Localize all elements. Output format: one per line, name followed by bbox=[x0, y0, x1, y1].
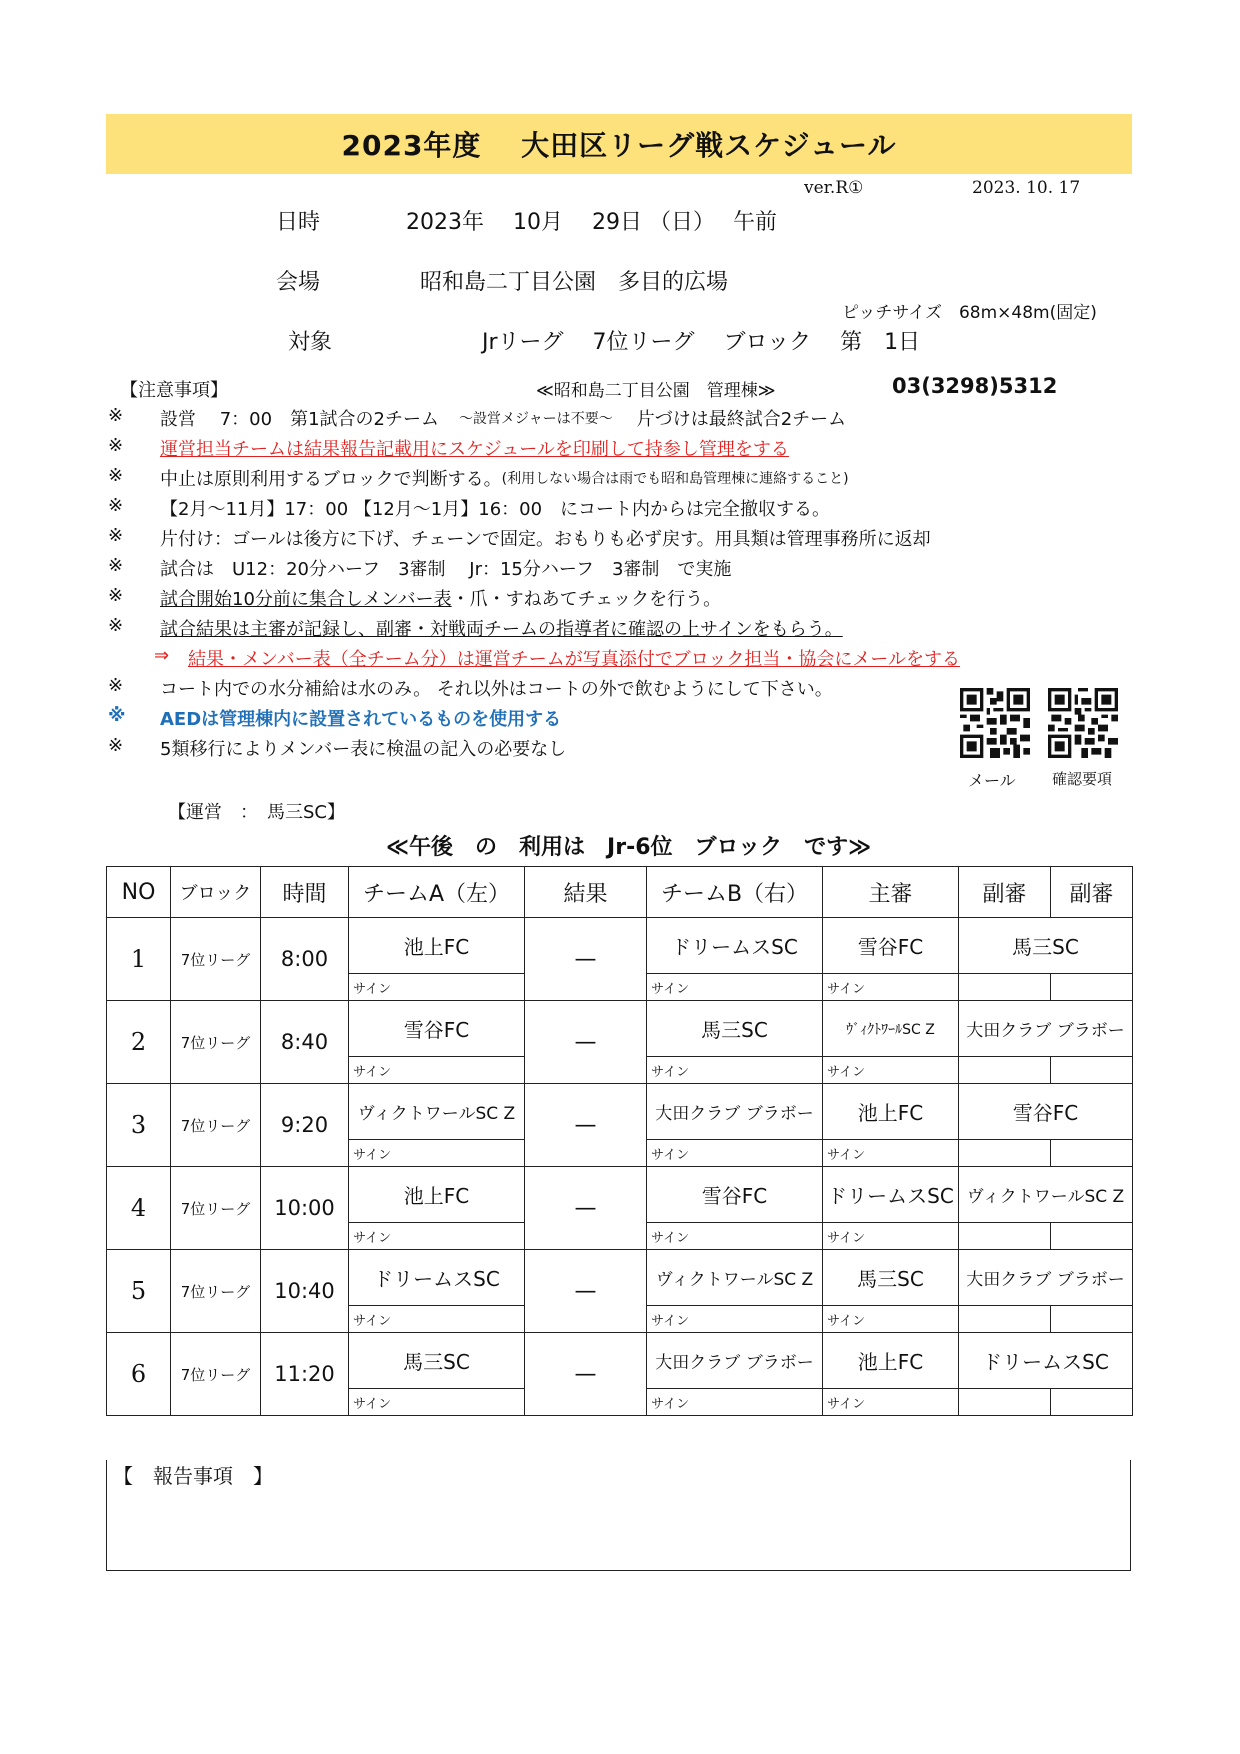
header-referee: 主審 bbox=[823, 867, 959, 918]
assistant-referees: 大田クラブ ブラボー bbox=[959, 1001, 1133, 1057]
referee-sign[interactable]: サイン bbox=[823, 1057, 959, 1084]
match-result[interactable]: — bbox=[525, 1250, 647, 1333]
notice-subtext: ～設営メジャーは不要～ bbox=[458, 411, 613, 427]
team-b-sign[interactable]: サイン bbox=[647, 974, 823, 1001]
notice-mark: ※ bbox=[108, 735, 124, 756]
notice-text-2: 片づけは最終試合2チーム bbox=[636, 409, 847, 430]
header-team-b: チームB（右） bbox=[647, 867, 823, 918]
notice-text: AEDは管理棟内に設置されているものを使用する bbox=[160, 709, 562, 730]
team-a: 池上FC bbox=[349, 1167, 525, 1223]
team-a-sign[interactable]: サイン bbox=[349, 974, 525, 1001]
match-time: 9:20 bbox=[261, 1084, 349, 1167]
office-label: ≪昭和島二丁目公園 管理棟≫ bbox=[536, 381, 776, 401]
match-result[interactable]: — bbox=[525, 918, 647, 1001]
notice-mark: ※ bbox=[108, 555, 124, 576]
notice-item bbox=[108, 405, 846, 431]
team-a: ヴィクトワールSC Z bbox=[349, 1084, 525, 1140]
match-no: 1 bbox=[107, 918, 171, 1001]
assistant-2-sign[interactable] bbox=[1051, 1306, 1133, 1333]
office-phone: 03(3298)5312 bbox=[892, 374, 1058, 398]
match-block: 7位リーグ bbox=[171, 1084, 261, 1167]
match-no: 2 bbox=[107, 1001, 171, 1084]
assistant-referees: ヴィクトワールSC Z bbox=[959, 1167, 1133, 1223]
notice-mark: ※ bbox=[108, 435, 124, 456]
notice-mark: ※ bbox=[108, 615, 124, 636]
notice-item bbox=[108, 435, 789, 461]
assistant-2-sign[interactable] bbox=[1051, 1140, 1133, 1167]
team-b-sign[interactable]: サイン bbox=[647, 1389, 823, 1416]
report-label: 【 報告事項 】 bbox=[113, 1464, 273, 1488]
match-row bbox=[107, 1001, 1133, 1057]
assistant-referees: 馬三SC bbox=[959, 918, 1133, 974]
referee: 池上FC bbox=[823, 1084, 959, 1140]
header-block: ブロック bbox=[171, 867, 261, 918]
team-a-sign[interactable]: サイン bbox=[349, 1223, 525, 1250]
team-a: ドリームスSC bbox=[349, 1250, 525, 1306]
referee-sign[interactable]: サイン bbox=[823, 1306, 959, 1333]
assistant-1-sign[interactable] bbox=[959, 1389, 1051, 1416]
match-block: 7位リーグ bbox=[171, 1001, 261, 1084]
match-row bbox=[107, 1167, 1133, 1223]
match-row bbox=[107, 1250, 1133, 1306]
notice-text-2: ・爪・すねあてチェックを行う。 bbox=[451, 589, 722, 610]
match-block: 7位リーグ bbox=[171, 1333, 261, 1416]
team-a-sign[interactable]: サイン bbox=[349, 1057, 525, 1084]
team-b-sign[interactable]: サイン bbox=[647, 1223, 823, 1250]
qr-label-mail: メール bbox=[968, 771, 1016, 790]
assistant-referees: 大田クラブ ブラボー bbox=[959, 1250, 1133, 1306]
qr-code-guidelines[interactable] bbox=[1048, 688, 1118, 758]
notice-subtext: (利用しない場合は雨でも昭和島管理棟に連絡すること) bbox=[501, 471, 849, 487]
date-value: 2023年 10月 29日 （日） 午前 bbox=[406, 210, 777, 235]
team-a-sign[interactable]: サイン bbox=[349, 1389, 525, 1416]
notice-mark: ※ bbox=[108, 465, 124, 486]
header-assistant-2: 副審 bbox=[1051, 867, 1133, 918]
header-result: 結果 bbox=[525, 867, 647, 918]
qr-label-guidelines: 確認要項 bbox=[1052, 770, 1113, 788]
notice-mark: ※ bbox=[108, 525, 124, 546]
notice-item bbox=[108, 465, 849, 491]
match-no: 4 bbox=[107, 1167, 171, 1250]
report-section[interactable] bbox=[106, 1460, 1131, 1571]
team-b: 大田クラブ ブラボー bbox=[647, 1333, 823, 1389]
team-a-sign[interactable]: サイン bbox=[349, 1140, 525, 1167]
team-a: 馬三SC bbox=[349, 1333, 525, 1389]
match-result[interactable]: — bbox=[525, 1333, 647, 1416]
notice-item bbox=[108, 705, 561, 731]
match-time: 8:40 bbox=[261, 1001, 349, 1084]
assistant-2-sign[interactable] bbox=[1051, 974, 1133, 1001]
team-b: ヴィクトワールSC Z bbox=[647, 1250, 823, 1306]
match-result[interactable]: — bbox=[525, 1167, 647, 1250]
team-a: 雪谷FC bbox=[349, 1001, 525, 1057]
notice-text: 設営 7：00 第1試合の2チーム bbox=[160, 409, 439, 430]
referee: ドリームスSC bbox=[823, 1167, 959, 1223]
notice-mark: ※ bbox=[108, 705, 126, 726]
notice-text: 試合は U12：20分ハーフ 3審制 Jr：15分ハーフ 3審制 で実施 bbox=[160, 559, 732, 580]
notices-header: 【注意事項】 bbox=[120, 380, 228, 401]
notice-mark: ※ bbox=[108, 405, 124, 426]
match-block: 7位リーグ bbox=[171, 1167, 261, 1250]
notice-mark: ※ bbox=[108, 495, 124, 516]
assistant-1-sign[interactable] bbox=[959, 974, 1051, 1001]
team-a: 池上FC bbox=[349, 918, 525, 974]
assistant-referees: 雪谷FC bbox=[959, 1084, 1133, 1140]
match-time: 10:00 bbox=[261, 1167, 349, 1250]
table-header-row bbox=[107, 867, 1133, 918]
notice-item bbox=[108, 555, 731, 581]
notice-text: コート内での水分補給は水のみ。 それ以外はコートの外で飲むようにして下さい。 bbox=[160, 679, 833, 700]
notice-item bbox=[154, 645, 960, 671]
assistant-2-sign[interactable] bbox=[1051, 1389, 1133, 1416]
target-value: Jrリーグ 7位リーグ ブロック 第 1日 bbox=[482, 330, 921, 355]
assistant-2-sign[interactable] bbox=[1051, 1057, 1133, 1084]
match-result[interactable]: — bbox=[525, 1084, 647, 1167]
referee: 雪谷FC bbox=[823, 918, 959, 974]
match-row bbox=[107, 1333, 1133, 1389]
assistant-1-sign[interactable] bbox=[959, 1140, 1051, 1167]
notice-text: 中止は原則利用するブロックで判断する。 bbox=[160, 469, 502, 490]
notice-text: 片付け：ゴールは後方に下げ、チェーンで固定。おもりも必ず戻す。用具類は管理事務所に返却 bbox=[160, 529, 931, 550]
notice-item bbox=[108, 585, 721, 611]
match-block: 7位リーグ bbox=[171, 918, 261, 1001]
team-b: 馬三SC bbox=[647, 1001, 823, 1057]
team-b: 雪谷FC bbox=[647, 1167, 823, 1223]
match-time: 10:40 bbox=[261, 1250, 349, 1333]
team-b-sign[interactable]: サイン bbox=[647, 1057, 823, 1084]
venue-label: 会場 bbox=[276, 270, 321, 295]
header-assistant-1: 副審 bbox=[959, 867, 1051, 918]
notice-text: 試合結果は主審が記録し、副審・対戦両チームの指導者に確認の上サインをもらう。 bbox=[160, 619, 843, 640]
match-row bbox=[107, 918, 1133, 974]
team-a-sign[interactable]: サイン bbox=[349, 1306, 525, 1333]
assistant-referees: ドリームスSC bbox=[959, 1333, 1133, 1389]
referee: 池上FC bbox=[823, 1333, 959, 1389]
assistant-1-sign[interactable] bbox=[959, 1223, 1051, 1250]
schedule-table bbox=[106, 866, 1133, 1416]
assistant-1-sign[interactable] bbox=[959, 1306, 1051, 1333]
venue-value: 昭和島二丁目公園 多目的広場 bbox=[420, 270, 729, 295]
header-team-a: チームA（左） bbox=[349, 867, 525, 918]
notice-text: 結果・メンバー表（全チーム分）は運営チームが写真添付でブロック担当・協会にメールをする bbox=[188, 649, 961, 670]
header-time: 時間 bbox=[261, 867, 349, 918]
team-b: ドリームスSC bbox=[647, 918, 823, 974]
match-time: 8:00 bbox=[261, 918, 349, 1001]
date-label: 日時 bbox=[276, 210, 321, 235]
match-no: 6 bbox=[107, 1333, 171, 1416]
match-no: 3 bbox=[107, 1084, 171, 1167]
notice-mark: ※ bbox=[108, 675, 124, 696]
notice-item bbox=[108, 735, 566, 761]
match-result[interactable]: — bbox=[525, 1001, 647, 1084]
team-b: 大田クラブ ブラボー bbox=[647, 1084, 823, 1140]
notice-item bbox=[108, 675, 833, 701]
notice-item bbox=[108, 525, 931, 551]
match-row bbox=[107, 1084, 1133, 1140]
referee-sign[interactable]: サイン bbox=[823, 974, 959, 1001]
referee-sign[interactable]: サイン bbox=[823, 1140, 959, 1167]
referee-sign[interactable]: サイン bbox=[823, 1389, 959, 1416]
notice-text: 試合開始10分前に集合しメンバー表 bbox=[160, 589, 452, 610]
arrow-mark: ⇒ bbox=[154, 645, 170, 666]
afternoon-note: ≪午後 の 利用は Jr-6位 ブロック です≫ bbox=[386, 835, 872, 860]
operator-label: 【運営 ： 馬三SC】 bbox=[168, 802, 345, 823]
title-banner bbox=[106, 114, 1132, 174]
match-block: 7位リーグ bbox=[171, 1250, 261, 1333]
issue-date: 2023. 10. 17 bbox=[972, 178, 1081, 198]
target-label: 対象 bbox=[288, 330, 333, 355]
notice-item bbox=[108, 615, 843, 641]
notice-text: 運営担当チームは結果報告記載用にスケジュールを印刷して持参し管理をする bbox=[160, 439, 789, 460]
team-b-sign[interactable]: サイン bbox=[647, 1306, 823, 1333]
notice-text: 【2月～11月】17：00 【12月～1月】16：00 にコート内からは完全撤収する。 bbox=[160, 499, 831, 520]
assistant-2-sign[interactable] bbox=[1051, 1223, 1133, 1250]
team-b-sign[interactable]: サイン bbox=[647, 1140, 823, 1167]
referee-sign[interactable]: サイン bbox=[823, 1223, 959, 1250]
pitch-size: ピッチサイズ 68m×48m(固定) bbox=[842, 303, 1097, 323]
notice-mark: ※ bbox=[108, 585, 124, 606]
referee: 馬三SC bbox=[823, 1250, 959, 1306]
match-time: 11:20 bbox=[261, 1333, 349, 1416]
assistant-1-sign[interactable] bbox=[959, 1057, 1051, 1084]
notice-item bbox=[108, 495, 830, 521]
notice-text: 5類移行によりメンバー表に検温の記入の必要なし bbox=[160, 739, 567, 760]
qr-code-mail[interactable] bbox=[960, 688, 1030, 758]
header-no: NO bbox=[107, 867, 171, 918]
referee: ｳﾞｨｸﾄﾜｰﾙSC Z bbox=[823, 1001, 959, 1057]
version-label: ver.R① bbox=[804, 178, 864, 198]
page-title: 2023年度 大田区リーグ戦スケジュール bbox=[341, 129, 897, 162]
match-no: 5 bbox=[107, 1250, 171, 1333]
